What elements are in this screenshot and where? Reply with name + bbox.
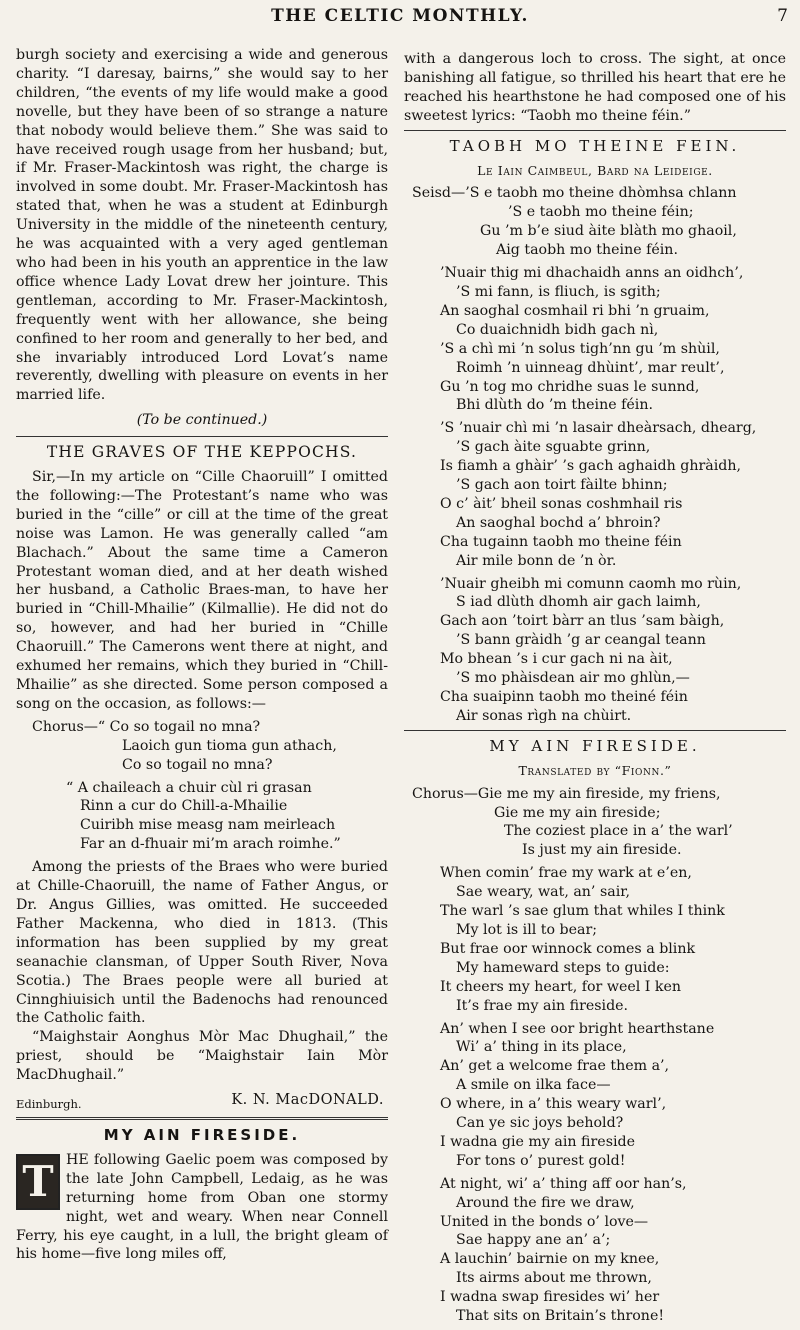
continued-note: (To be continued.) (136, 412, 268, 429)
verse-line: Its airms about me thrown, (456, 1270, 652, 1287)
verse-line: Chorus—“ Co so togail no mna? (32, 718, 261, 735)
verse-line: My lot is ill to bear; (456, 921, 598, 938)
continuation-paragraph: with a dangerous loch to cross. The sight, at once banishing all fatigue, so thrilled his heart that ere he reached his hearthstone he had composed one of his sweetest lyrics: “Taobh mo theine féin.” (404, 51, 786, 124)
drop-cap-ornament: T (16, 1154, 60, 1210)
verse-line: Is fiamh a ghàir’ ’s gach aghaidh ghràidh, (440, 458, 741, 475)
verse-line: Rinn a cur do Chill-a-Mhailie (80, 798, 288, 815)
verse-line: Co duaichnidh bidh gach nì, (456, 321, 659, 338)
verse-line: Sae happy ane an’ a’; (456, 1232, 611, 1249)
verse-line: It’s frae my ain fireside. (456, 997, 629, 1014)
verse-line: The warl ’s sae glum that whiles I think (440, 903, 725, 920)
english-poem (404, 785, 786, 1326)
english-poem-byline: Translated by “Fionn.” (518, 762, 672, 778)
stanza (404, 184, 786, 260)
verse-line: For tons o’ purest gold! (456, 1152, 626, 1169)
signature-row (16, 1091, 388, 1113)
verse-line: An saoghal cosmhail ri bhi ’n gruaim, (440, 302, 710, 319)
verse-line: Far an d-fhuair mi’m arach roimhe.” (80, 836, 341, 853)
verse-line: ’S e taobh mo theine féin; (508, 204, 694, 221)
verse-line: When comin’ frae my wark at e’en, (440, 865, 692, 882)
verse-line: A smile on ilka face— (456, 1077, 611, 1094)
intro-paragraph: burgh society and exercising a wide and generous charity. “I daresay, bairns,” she would say to her children, “the events of my life would make a good novelle, but they have been of so strange a nature that nobody would believe them.” She was said to have received rough usage from her husband; but, if Mr. Fraser-Mackintosh was right, the charge is involved in some doubt. Mr. Fraser-Mackintosh has stated that, when he was a student at Edinburgh University in the middle of the nineteenth century, he was acquainted with a very aged gentleman who had been in his youth an apprentice in the law office whence Lady Lovat drew her jointure. This gentleman, according to Mr. Fraser-Mackintosh, frequently went with her allowance, she being confined to her room and generally to her bed, and she invariably introduced Lord Lovat’s name reverently, dwelling with pleasure on events in her married life. (16, 47, 388, 404)
left-column (16, 46, 388, 1264)
graves-paragraph-1: Sir,—In my article on “Cille Chaoruill” I omitted the following:—The Protestant’s name who was buried in the “cille” or cill at the time of the great noise was Lamon. He was generally called “am Blachach.” About the same time a Cameron Protestant woman died, and at her death wished her husband, a Catholic Braes-man, to have her buried in “Chill-Mhailie” (Kilmallie). He did not do so, however, and had her buried in “Chille Chaoruill.” The Camerons went there at night, and exhumed her remains, which they buried in “Chill-Mhailie” as she directed. Some person composed a song on the occasion, as follows:— (16, 469, 388, 712)
verse-line: Chorus—Gie me my ain fireside, my friens, (412, 785, 721, 802)
verse-line: Mo bhean ’s i cur gach ni na àit, (440, 651, 673, 668)
page-number: 7 (777, 6, 788, 26)
verse-line: Co so togail no mna? (122, 756, 273, 773)
journal-title: THE CELTIC MONTHLY. (271, 6, 529, 26)
verse-line: ’S bann gràidh ’g ar ceangal teann (456, 632, 706, 649)
verse-line: Gu ’m b’e siud àite blàth mo ghaoil, (480, 223, 737, 240)
verse-line: Gie me my ain fireside; (494, 804, 661, 821)
verse-line: The coziest place in a’ the warl’ (504, 823, 733, 840)
verse-line: Can ye sic joys behold? (456, 1115, 624, 1132)
section-divider (16, 1117, 388, 1120)
graves-verse (66, 779, 388, 855)
verse-line: United in the bonds o’ love— (440, 1213, 649, 1230)
verse-line: Roimh ’n uinneag dhùint’, mar reult’, (456, 359, 725, 376)
verse-line: A lauchin’ bairnie on my knee, (440, 1251, 660, 1268)
verse-line: ’S mo phàisdean air mo ghlùn,— (456, 670, 690, 687)
verse-line: That sits on Britain’s throne! (456, 1308, 665, 1325)
graves-chorus (32, 718, 388, 775)
graves-heading: THE GRAVES OF THE KEPPOCHS. (46, 443, 358, 462)
gaelic-poem-byline: Le Iain Caimbeul, Bard na Leideige. (477, 162, 713, 178)
verse-line: Air mile bonn de ’n òr. (456, 552, 617, 569)
verse-line: I wadna swap firesides wi’ her (440, 1289, 660, 1306)
gaelic-poem-heading: TAOBH MO THEINE FEIN. (449, 136, 741, 155)
verse-line: ’S gach àite sguabte grinn, (456, 439, 651, 456)
verse-line: ’S gach aon toirt fàilte bhinn; (456, 477, 668, 494)
verse-line: O where, in a’ this weary warl’, (440, 1096, 667, 1113)
verse-line: S iad dlùth dhomh air gach laimh, (456, 594, 701, 611)
fireside-heading: MY AIN FIRESIDE. (103, 1126, 301, 1145)
verse-line: Bhi dlùth do ’m theine féin. (456, 397, 653, 414)
stanza (404, 785, 786, 861)
stanza (440, 1175, 786, 1326)
verse-line: An’ get a welcome frae them a’, (440, 1058, 670, 1075)
verse-line: ’S mi fann, is fliuch, is sgith; (456, 283, 661, 300)
stanza (440, 575, 786, 726)
fireside-intro (16, 1151, 388, 1264)
verse-line: Gach aon ’toirt bàrr an tlus ’sam bàigh, (440, 613, 725, 630)
verse-line: Around the fire we draw, (456, 1194, 635, 1211)
verse-line: “ A chaileach a chuir cùl ri grasan (66, 779, 312, 796)
verse-line: At night, wi’ a’ thing aff oor han’s, (440, 1175, 687, 1192)
running-header (0, 2, 800, 28)
verse-line: But frae oor winnock comes a blink (440, 940, 696, 957)
verse-line: Gu ’n tog mo chridhe suas le sunnd, (440, 378, 700, 395)
verse-line: Seisd—’S e taobh mo theine dhòmhsa chlann (412, 185, 737, 202)
section-divider (404, 130, 786, 131)
english-poem-heading: MY AIN FIRESIDE. (489, 736, 701, 755)
section-divider (404, 730, 786, 731)
verse-line: Cha tugainn taobh mo theine féin (440, 533, 682, 550)
section-divider (16, 436, 388, 437)
verse-line: O c’ àit’ bheil sonas coshmhail ris (440, 495, 683, 512)
verse-line: Wi’ a’ thing in its place, (456, 1039, 627, 1056)
verse-line: ’S ’nuair chì mi ’n lasair dheàrsach, dhearg, (440, 420, 757, 437)
verse-line: Cuiribh mise measg nam meirleach (80, 817, 336, 834)
stanza (440, 864, 786, 1015)
right-column (404, 50, 786, 1330)
graves-paragraph-3: “Maighstair Aonghus Mòr Mac Dhughail,” the priest, should be “Maighstair Iain Mòr MacDhughail.” (16, 1029, 388, 1084)
verse-line: It cheers my heart, for weel I ken (440, 978, 682, 995)
fireside-paragraph: HE following Gaelic poem was composed by the late John Campbell, Ledaig, as he was returning home from Oban one stormy night, wet and weary. When near Connell Ferry, his eye caught, in a lull, the bright gleam of his home—five long miles off, (16, 1151, 388, 1263)
stanza (440, 419, 786, 570)
verse-line: Aig taobh mo theine féin. (496, 242, 678, 259)
stanza (440, 1020, 786, 1171)
verse-line: Cha suaipinn taobh mo theiné féin (440, 689, 688, 705)
verse-line: ’Nuair gheibh mi comunn caomh mo rùin, (440, 575, 742, 592)
verse-line: ’Nuair thig mi dhachaidh anns an oidhch’, (440, 265, 744, 282)
verse-line: An’ when I see oor bright hearthstane (440, 1020, 715, 1037)
graves-paragraph-2: Among the priests of the Braes who were buried at Chille-Chaoruill, the name of Father Angus, or Dr. Angus Gillies, was omitted. He succeeded Father Mackenna, who died in 1813. (This information has been supplied by my great seanachie clansman, of Upper South River, Nova Scotia.) The Braes people were all buried at Cinnghiuisich until the Badenochs had renounced the Catholic faith. (16, 859, 388, 1027)
stanza (440, 264, 786, 415)
verse-line: An saoghal bochd a’ bhroin? (456, 514, 661, 531)
gaelic-poem (404, 184, 786, 725)
verse-line: Air sonas rìgh na chùirt. (456, 707, 632, 724)
verse-line: Sae weary, wat, an’ sair, (456, 884, 630, 901)
verse-line: I wadna gie my ain fireside (440, 1133, 635, 1150)
verse-line: My hameward steps to guide: (456, 959, 670, 976)
verse-line: Is just my ain fireside. (522, 842, 682, 859)
verse-line: Laoich gun tioma gun athach, (122, 737, 337, 754)
signature-name: K. N. MacDONALD. (231, 1092, 384, 1109)
verse-line: ’S a chì mi ’n solus tigh’nn gu ’m shùil, (440, 340, 720, 357)
signature-place: Edinburgh. (16, 1097, 82, 1112)
